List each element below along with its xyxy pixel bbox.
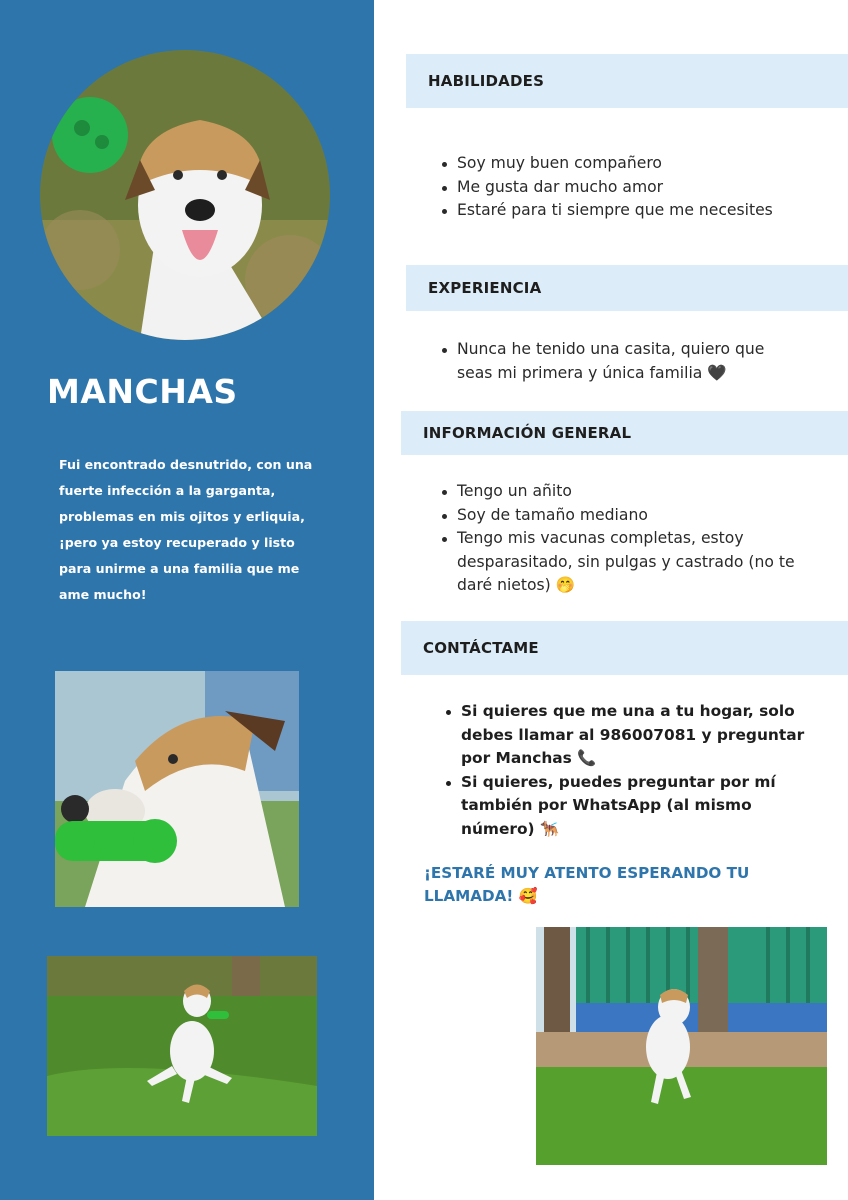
dog-portrait-photo bbox=[40, 50, 330, 340]
section-header-experiencia bbox=[406, 265, 848, 311]
section-header-informacion-general bbox=[401, 411, 848, 455]
list-item: Soy de tamaño mediano bbox=[442, 504, 802, 528]
experiencia-list bbox=[442, 338, 802, 385]
dog-with-toy-photo bbox=[55, 671, 299, 907]
list-item: Nunca he tenido una casita, quiero que seas mi primera y única familia 🖤 bbox=[442, 338, 802, 385]
pet-name: MANCHAS bbox=[47, 372, 238, 411]
list-item: Estaré para ti siempre que me necesites bbox=[442, 199, 822, 223]
dog-park-photo bbox=[536, 927, 827, 1165]
section-title: INFORMACIÓN GENERAL bbox=[423, 424, 632, 442]
list-item: Si quieres que me una a tu hogar, solo debes llamar al 986007081 y preguntar por Manchas 📞 bbox=[446, 700, 806, 771]
dog-running-photo bbox=[47, 956, 317, 1136]
section-title: CONTÁCTAME bbox=[423, 639, 539, 657]
section-title: HABILIDADES bbox=[428, 72, 545, 90]
list-item: Tengo mis vacunas completas, estoy desparasitado, sin pulgas y castrado (no te daré nietos) 🤭 bbox=[442, 527, 802, 598]
section-header-habilidades bbox=[406, 54, 848, 108]
list-item: Me gusta dar mucho amor bbox=[442, 176, 822, 200]
list-item: Soy muy buen compañero bbox=[442, 152, 822, 176]
pet-bio: Fui encontrado desnutrido, con una fuerte infección a la garganta, problemas en mis ojitos y erliquia, ¡pero ya estoy recuperado y listo para unirme a una familia que me ame mucho! bbox=[59, 457, 313, 602]
section-title: EXPERIENCIA bbox=[428, 279, 542, 297]
list-item: Si quieres, puedes preguntar por mí también por WhatsApp (al mismo número) 🐕‍🦺 bbox=[446, 771, 806, 842]
contacto-list bbox=[446, 700, 806, 841]
call-to-action: ¡ESTARÉ MUY ATENTO ESPERANDO TU LLAMADA! 🥰 bbox=[424, 864, 750, 905]
informacion-list bbox=[442, 480, 802, 598]
habilidades-list bbox=[442, 152, 822, 223]
list-item: Tengo un añito bbox=[442, 480, 802, 504]
section-header-contactame bbox=[401, 621, 848, 675]
